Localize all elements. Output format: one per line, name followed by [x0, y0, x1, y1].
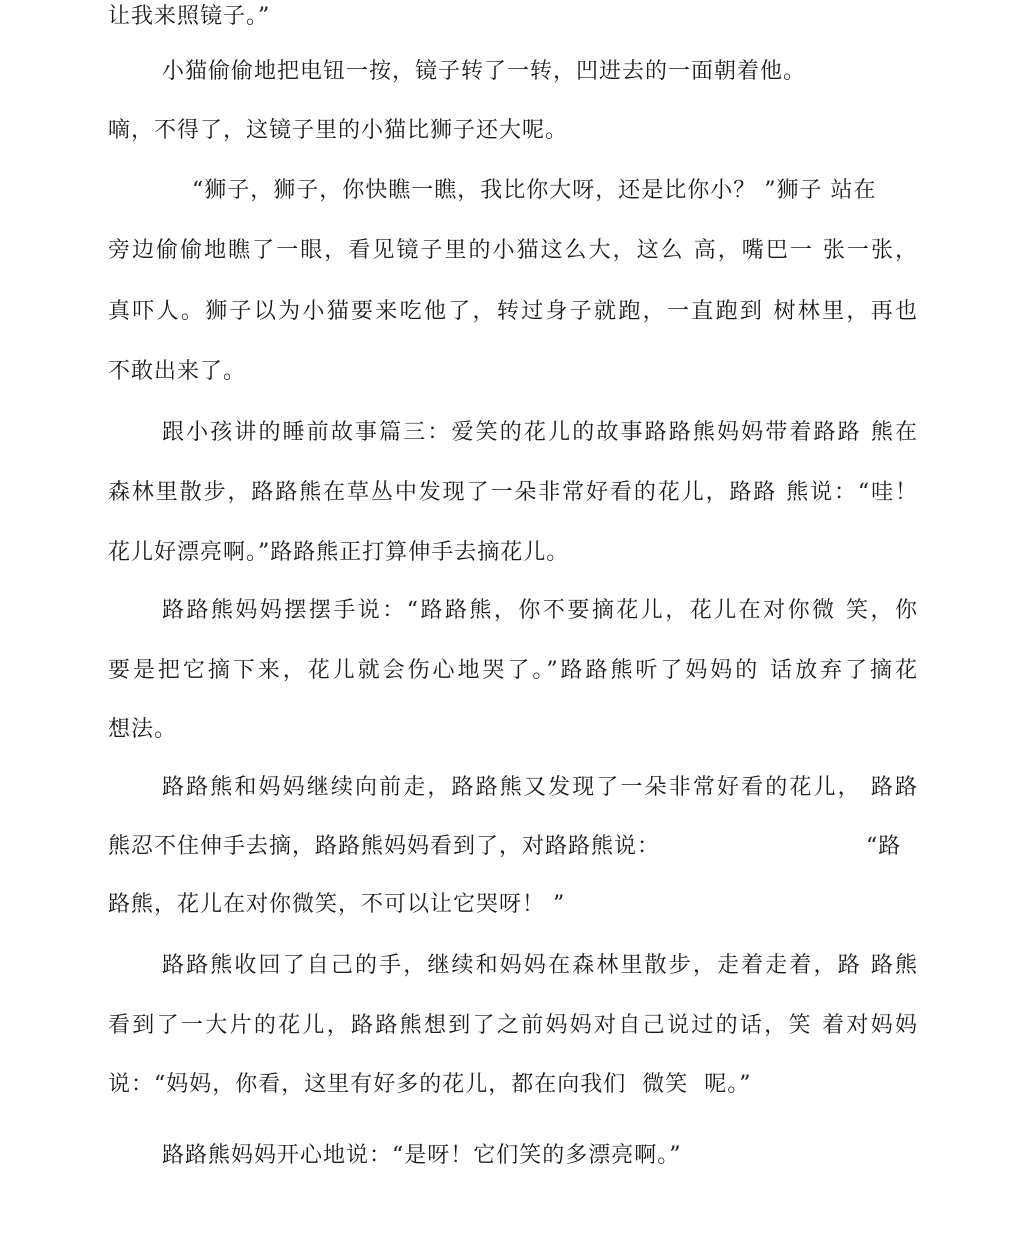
text-line-11: 路路熊妈妈摆摆手说：“路路熊，你不要摘花儿，花儿在对你微 笑，你 [162, 598, 918, 623]
text-line-19: 说：“妈妈，你看，这里有好多的花儿，都在向我们 微笑 呢。” [108, 1072, 752, 1097]
text-line-16: 路熊，花儿在对你微笑，不可以让它哭呀！ ” [108, 892, 566, 917]
text-line-15-end: “路 [866, 834, 902, 859]
text-line-6: 真吓人。狮子以为小猫要来吃他了，转过身子就跑，一直跑到 树林里，再也 [108, 299, 918, 324]
text-line-17: 路路熊收回了自己的手，继续和妈妈在森林里散步，走着走着，路 路熊 [162, 953, 918, 978]
text-line-8: 跟小孩讲的睡前故事篇三：爱笑的花儿的故事路路熊妈妈带着路路 熊在 [162, 420, 918, 445]
text-line-12: 要是把它摘下来，花儿就会伤心地哭了。”路路熊听了妈妈的 话放弃了摘花 [108, 658, 918, 683]
text-line-2: 小猫偷偷地把电钮一按，镜子转了一转，凹进去的一面朝着他。 [162, 59, 807, 84]
text-line-18: 看到了一大片的花儿，路路熊想到了之前妈妈对自己说过的话，笑 着对妈妈 [108, 1013, 918, 1038]
text-line-9: 森林里散步，路路熊在草丛中发现了一朵非常好看的花儿，路路 熊说：“哇！ [108, 480, 918, 505]
text-line-20: 路路熊妈妈开心地说：“是呀！它们笑的多漂亮啊。” [162, 1143, 682, 1168]
text-line-1: 让我来照镜子。” [108, 4, 271, 29]
text-line-4: “狮子，狮子，你快瞧一瞧，我比你大呀，还是比你小？ ”狮子 站在 [192, 178, 877, 203]
text-line-10: 花儿好漂亮啊。”路路熊正打算伸手去摘花儿。 [108, 540, 570, 565]
text-line-5: 旁边偷偷地瞧了一眼，看见镜子里的小猫这么大，这么 高，嘴巴一 张一张， [108, 238, 918, 263]
text-line-13: 想法。 [108, 717, 178, 742]
text-line-15: 熊忍不住伸手去摘，路路熊妈妈看到了，对路路熊说： [108, 834, 661, 859]
text-line-7: 不敢出来了。 [108, 359, 247, 384]
text-line-3: 嘀，不得了，这镜子里的小猫比狮子还大呢。 [108, 118, 569, 143]
text-line-14: 路路熊和妈妈继续向前走，路路熊又发现了一朵非常好看的花儿， 路路 [162, 775, 918, 800]
